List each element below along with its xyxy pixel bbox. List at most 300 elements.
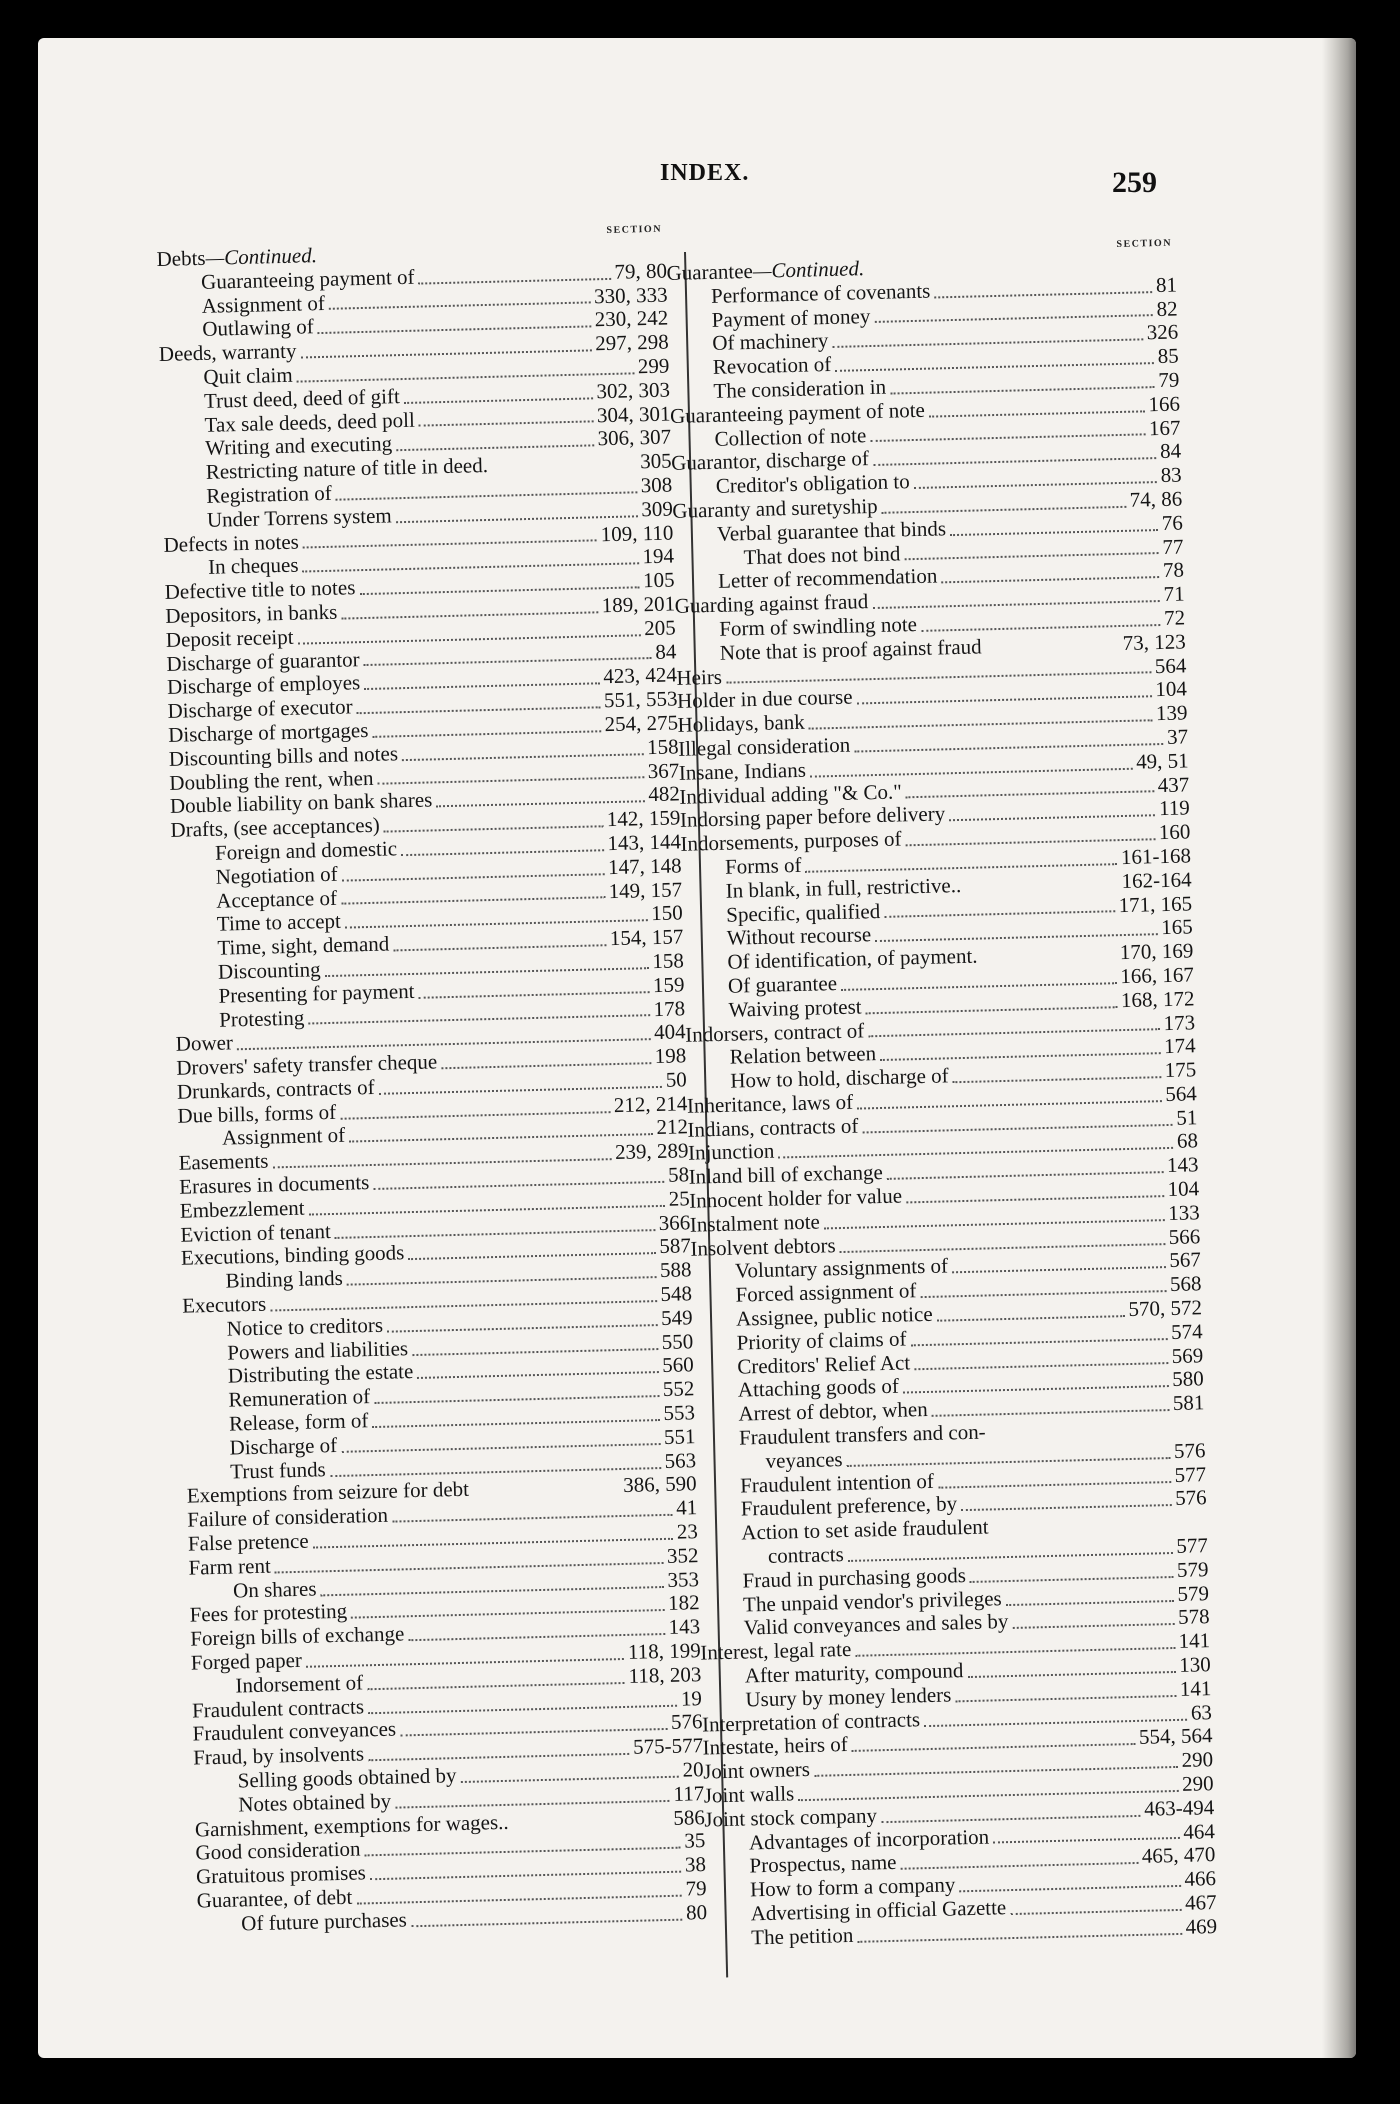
index-column-left — [156, 224, 707, 1938]
entry-term: Failure of consideration — [187, 1502, 389, 1532]
page-number: 259 — [1112, 166, 1157, 199]
entry-term: Fraudulent contracts — [191, 1693, 365, 1723]
section-reference: 549 — [660, 1305, 693, 1330]
entry-term: Discharge of guarantor — [166, 646, 360, 676]
entry-term: Heirs — [676, 664, 723, 690]
section-reference: 189, 201 — [601, 591, 676, 618]
section-reference: 19 — [680, 1685, 703, 1711]
entry-term: Holder in due course — [676, 684, 853, 714]
section-reference: 130 — [1178, 1652, 1212, 1677]
entry-term: How to form a company — [749, 1872, 956, 1902]
entry-term: Discounting — [217, 957, 321, 984]
section-reference: 173 — [1163, 1009, 1196, 1035]
section-reference: 551, 553 — [603, 686, 678, 713]
entry-term: Verbal guarantee that binds — [716, 516, 947, 546]
entry-term: Advantages of incorporation — [748, 1824, 990, 1855]
dot-leader — [993, 1837, 1179, 1844]
dot-leader — [411, 1918, 682, 1927]
section-reference: 142, 159 — [606, 805, 681, 832]
entry-term: Good consideration — [195, 1836, 361, 1865]
entry-term: Performance of covenants — [710, 278, 931, 308]
section-reference: 576 — [670, 1709, 703, 1735]
dot-leader — [372, 730, 600, 738]
dot-leader — [967, 1671, 1175, 1678]
section-reference: 150 — [650, 900, 683, 926]
entry-term: Farm rent — [188, 1553, 272, 1580]
entry-term: Fraud in purchasing goods — [742, 1562, 967, 1593]
section-reference: 581 — [1172, 1390, 1205, 1416]
section-reference: 577 — [1174, 1461, 1207, 1487]
section-reference: 68 — [1176, 1128, 1199, 1154]
section-reference: 575-577 — [632, 1733, 704, 1759]
section-reference: 83 — [1160, 462, 1182, 488]
entry-term: Trust deed, deed of gift — [203, 383, 401, 413]
section-reference: 84 — [1159, 438, 1182, 464]
section-reference: 178 — [653, 995, 686, 1021]
entry-term: Forced assignment of — [735, 1278, 917, 1307]
section-label: SECTION — [1116, 237, 1173, 250]
dot-leader — [1013, 1623, 1175, 1629]
entry-term: Payment of money — [711, 303, 871, 332]
entry-term: Without recourse — [726, 922, 872, 951]
entry-term: Guarding against fraud — [674, 589, 869, 619]
section-reference: 464 — [1182, 1818, 1216, 1844]
entry-term: How to hold, discharge of — [730, 1063, 949, 1093]
entry-term: Waiving protest — [728, 994, 862, 1022]
section-reference: 104 — [1155, 676, 1188, 702]
section-reference: 580 — [1171, 1366, 1205, 1392]
entry-term: Joint walls — [703, 1781, 795, 1808]
entry-term: Restricting nature of title in deed. — [205, 453, 489, 485]
entry-term: Indorsing paper before delivery — [679, 801, 946, 833]
entry-term: Presenting for payment — [218, 978, 415, 1008]
section-reference: 588 — [659, 1257, 692, 1283]
section-reference: 563 — [664, 1447, 697, 1473]
entry-term: Powers and liabilities — [227, 1335, 409, 1365]
entry-term: Priority of claims of — [736, 1326, 907, 1355]
entry-term: Forged paper — [190, 1647, 303, 1675]
section-reference: 423, 424 — [603, 662, 678, 689]
section-reference: 162-164 — [1121, 867, 1192, 893]
dot-leader — [993, 1528, 1204, 1533]
entry-term: Easements — [178, 1148, 269, 1176]
entry-term: Fraud, by insolvents — [192, 1741, 365, 1770]
section-reference: 118, 203 — [628, 1661, 702, 1688]
section-reference: 154, 157 — [609, 924, 684, 951]
entry-term: Guaranty and suretyship — [672, 493, 878, 523]
section-reference: 576 — [1173, 1438, 1206, 1463]
entry-term: Acceptance of — [215, 885, 338, 913]
section-reference: 212, 214 — [613, 1090, 688, 1117]
entry-term: Notes obtained by — [238, 1788, 392, 1817]
entry-term: Drafts, (see acceptances) — [170, 812, 381, 842]
entry-term: In cheques — [207, 552, 299, 580]
section-reference: 567 — [1169, 1247, 1202, 1273]
dot-leader — [950, 529, 1158, 536]
entry-term: Garnishment, exemptions for wages.. — [194, 1809, 509, 1842]
entry-term: Note that is proof against fraud — [719, 634, 982, 665]
dot-leader — [961, 1504, 1171, 1511]
dot-leader — [914, 481, 1157, 489]
section-reference: 564 — [1164, 1081, 1198, 1106]
section-reference: 564 — [1154, 652, 1187, 678]
entry-term: Indorsements, purposes of — [680, 826, 902, 856]
section-reference: 133 — [1167, 1200, 1200, 1225]
section-reference: 566 — [1168, 1223, 1201, 1249]
entry-term: Assignment of — [201, 290, 326, 318]
entry-term: Relation between — [729, 1041, 877, 1069]
entry-term: Quit claim — [203, 362, 293, 389]
entry-term: Assignee, public notice — [735, 1301, 933, 1331]
section-reference: 168, 172 — [1120, 986, 1195, 1012]
dot-leader — [941, 576, 1159, 583]
entry-term: Discharge of employes — [166, 670, 361, 700]
dot-leader — [1006, 1600, 1174, 1606]
continued-label: —Continued. — [205, 243, 318, 270]
section-reference: 167 — [1148, 415, 1181, 440]
section-reference: 551 — [663, 1424, 696, 1449]
section-reference: 404 — [653, 1019, 686, 1045]
entry-term: Of machinery — [711, 328, 829, 356]
section-reference: 79, 80 — [614, 258, 668, 284]
dot-leader — [857, 1933, 1181, 1943]
section-reference: 352 — [666, 1542, 699, 1568]
dot-leader — [884, 911, 1115, 919]
dot-leader — [965, 888, 1117, 892]
dot-leader — [402, 753, 643, 761]
entry-term: Executions, binding goods — [180, 1240, 405, 1271]
section-reference: 367 — [647, 757, 680, 783]
entry-term: Indorsers, contract of — [684, 1017, 865, 1047]
entry-term: Discounting bills and notes — [168, 740, 399, 771]
entry-term: The unpaid vendor's privileges — [742, 1585, 1002, 1617]
entry-term: Insolvent debtors — [690, 1232, 836, 1261]
section-reference: 309 — [641, 496, 674, 521]
section-reference: 465, 470 — [1141, 1842, 1216, 1869]
dot-leader — [970, 1576, 1173, 1583]
entry-term: Instalment note — [689, 1209, 821, 1237]
entry-term: Of guarantee — [727, 970, 838, 998]
running-title: INDEX. — [660, 160, 750, 186]
section-reference: 78 — [1162, 557, 1185, 583]
entry-term: Action to set aside fraudulent — [741, 1514, 989, 1545]
entry-term: Selling goods obtained by — [237, 1763, 457, 1793]
section-reference: 118, 199 — [627, 1638, 702, 1664]
entry-term: Interpretation of contracts — [701, 1706, 921, 1737]
dot-leader — [461, 1776, 679, 1783]
entry-term: Illegal consideration — [677, 732, 851, 761]
section-reference: 63 — [1190, 1699, 1213, 1725]
entry-term: Insane, Indians — [678, 757, 807, 785]
section-reference: 579 — [1177, 1580, 1210, 1606]
section-reference: 560 — [661, 1352, 695, 1378]
section-reference: 81 — [1155, 272, 1178, 297]
section-reference: 165 — [1160, 914, 1193, 940]
section-reference: 159 — [652, 972, 685, 997]
section-reference: 166, 167 — [1120, 962, 1195, 989]
section-reference: 171, 165 — [1118, 890, 1193, 917]
section-reference: 306, 307 — [597, 424, 672, 451]
entry-term: Forms of — [724, 852, 802, 879]
section-reference: 149, 157 — [608, 876, 683, 903]
section-reference: 161-168 — [1120, 843, 1192, 869]
section-reference: 147, 148 — [607, 853, 682, 879]
entry-term: Time to accept — [216, 909, 342, 937]
section-reference: 109, 110 — [600, 520, 674, 546]
dot-leader — [404, 397, 593, 404]
entry-term: Defective title to notes — [164, 575, 356, 605]
section-reference: 326 — [1146, 319, 1179, 345]
section-reference: 577 — [1176, 1533, 1209, 1558]
dot-leader — [955, 1695, 1176, 1702]
entry-term: Defects in notes — [163, 529, 300, 557]
entry-term: Protesting — [218, 1005, 305, 1032]
entry-term: Guarantor, discharge of — [670, 446, 870, 476]
section-reference: 290 — [1181, 1771, 1214, 1796]
entry-term: Distributing the estate — [227, 1359, 414, 1389]
entry-term: Form of swindling note — [718, 611, 918, 641]
entry-term: veyances — [765, 1446, 843, 1473]
dot-leader — [419, 421, 593, 427]
entry-term: Doubling the rent, when — [169, 765, 374, 795]
section-reference: 104 — [1167, 1176, 1200, 1202]
entry-term: Attaching goods of — [737, 1374, 900, 1403]
entry-term: Depositors, in banks — [164, 599, 338, 628]
dot-leader — [934, 291, 1152, 298]
section-reference: 302, 303 — [596, 377, 671, 404]
entry-term: Foreign bills of exchange — [189, 1621, 405, 1651]
entry-term: Due bills, forms of — [177, 1099, 337, 1128]
entry-term: Joint owners — [702, 1757, 811, 1784]
section-reference: 330, 333 — [593, 282, 668, 308]
entry-term: Fraudulent preference, by — [740, 1491, 958, 1521]
entry-term: Notice to creditors — [226, 1312, 384, 1341]
section-reference: 41 — [675, 1495, 698, 1520]
entry-term: Registration of — [206, 480, 333, 508]
section-reference: 548 — [660, 1281, 693, 1307]
section-reference: 117 — [673, 1780, 705, 1806]
entry-term: Outlawing of — [201, 314, 314, 342]
section-reference: 212 — [656, 1114, 689, 1140]
entry-term: Deeds, warranty — [158, 338, 297, 367]
entry-term: Prospectus, name — [749, 1850, 897, 1878]
section-reference: 297, 298 — [594, 329, 670, 356]
dot-leader — [396, 445, 594, 452]
entry-term: Holidays, bank — [677, 709, 806, 737]
section-reference: 143 — [668, 1614, 701, 1640]
entry-term: The consideration in — [713, 374, 887, 403]
section-reference: 586 — [672, 1804, 706, 1830]
section-reference: 254, 275 — [604, 710, 679, 737]
entry-term: On shares — [232, 1576, 317, 1603]
section-reference: 77 — [1162, 534, 1184, 559]
entry-term: Guaranteeing payment of note — [669, 397, 926, 428]
dot-leader — [364, 683, 599, 691]
entry-term: Binding lands — [225, 1266, 344, 1293]
dot-leader — [419, 991, 650, 999]
entry-term: Arrest of debtor, when — [738, 1397, 928, 1426]
dot-leader — [959, 1885, 1180, 1892]
entry-term: Negotiation of — [215, 861, 338, 889]
section-reference: 553 — [663, 1400, 696, 1425]
dot-leader — [990, 1433, 1201, 1438]
dot-leader — [384, 825, 603, 832]
section-reference: 85 — [1157, 343, 1180, 369]
section-reference: 139 — [1155, 700, 1188, 726]
section-reference: 174 — [1163, 1033, 1196, 1059]
entry-term: Inland bill of exchange — [688, 1160, 884, 1190]
section-reference: 469 — [1185, 1913, 1218, 1939]
section-reference: 466 — [1184, 1866, 1217, 1892]
entry-term: Injunction — [687, 1139, 775, 1166]
continued-label: —Continued. — [752, 256, 865, 283]
section-reference: 82 — [1156, 296, 1178, 321]
section-reference: 308 — [640, 472, 673, 498]
section-reference: 578 — [1177, 1604, 1210, 1630]
section-reference: 386, 590 — [622, 1471, 697, 1498]
entry-term: Intestate, heirs of — [702, 1732, 849, 1760]
entry-term: Discharge of mortgages — [167, 717, 369, 747]
section-reference: 290 — [1181, 1747, 1214, 1773]
section-reference: 79 — [1158, 367, 1180, 392]
entry-term: Release, form of — [228, 1408, 369, 1436]
section-reference: 73, 123 — [1122, 629, 1187, 655]
section-reference: 579 — [1176, 1556, 1209, 1582]
section-reference: 198 — [654, 1043, 687, 1069]
entry-term: Guarantee — [666, 258, 754, 285]
section-reference: 25 — [668, 1186, 690, 1211]
entry-term: Erasures in documents — [178, 1170, 370, 1199]
section-reference: 554, 564 — [1138, 1723, 1213, 1750]
section-label: SECTION — [606, 223, 663, 236]
section-reference: 50 — [665, 1067, 688, 1092]
section-reference: 552 — [662, 1376, 695, 1402]
section-reference: 299 — [637, 353, 670, 379]
entry-term: Specific, qualified — [725, 898, 881, 927]
section-reference: 160 — [1158, 819, 1191, 845]
entry-term: Indorsement of — [235, 1670, 364, 1698]
entry-term: Revocation of — [712, 352, 832, 380]
dot-leader — [986, 650, 1119, 653]
section-reference: 205 — [643, 615, 677, 640]
entry-term: Collection of note — [714, 422, 867, 451]
entry-term: Deposit receipt — [165, 624, 294, 652]
dot-leader — [1010, 1909, 1181, 1915]
entry-term: Dower — [175, 1030, 234, 1057]
dot-leader — [953, 1076, 1161, 1083]
section-reference: 79 — [685, 1876, 707, 1901]
dot-leader — [932, 1409, 1169, 1417]
section-reference: 72 — [1163, 605, 1186, 630]
section-reference: 37 — [1166, 724, 1189, 749]
entry-term: Double liability on bank shares — [169, 787, 433, 819]
section-reference: 105 — [642, 567, 675, 593]
section-reference: 467 — [1184, 1890, 1217, 1915]
book-page — [38, 38, 1356, 2058]
dot-leader — [929, 410, 1145, 417]
section-reference: 141 — [1179, 1675, 1212, 1701]
entry-term: Inheritance, laws of — [686, 1089, 854, 1118]
entry-term: Indians, contracts of — [687, 1113, 859, 1142]
section-reference: 194 — [642, 543, 675, 569]
entry-term: Discharge of executor — [167, 694, 353, 723]
section-reference: 158 — [646, 734, 679, 759]
entry-term: Letter of recommendation — [717, 563, 938, 594]
entry-term: Drovers' safety transfer cheque — [176, 1049, 438, 1080]
entry-term: Individual adding "& Co." — [679, 778, 903, 809]
section-reference: 463-494 — [1143, 1794, 1215, 1821]
section-reference: 230, 242 — [594, 305, 669, 332]
section-reference: 574 — [1170, 1319, 1203, 1344]
section-reference: 353 — [667, 1566, 700, 1592]
entry-term: Embezzlement — [179, 1195, 305, 1223]
section-reference: 80 — [685, 1899, 708, 1925]
section-reference: 569 — [1171, 1342, 1204, 1368]
section-reference: 141 — [1178, 1628, 1211, 1654]
entry-term: Writing and executing — [204, 431, 393, 461]
entry-term: Guarantee, of debt — [196, 1884, 353, 1913]
section-reference: 84 — [655, 638, 677, 664]
section-reference: 35 — [684, 1828, 706, 1853]
section-reference: 74, 86 — [1129, 486, 1183, 512]
section-reference: 58 — [667, 1162, 690, 1187]
section-reference: 570, 572 — [1128, 1295, 1203, 1322]
page-header — [38, 160, 1356, 220]
entry-term: Interest, legal rate — [699, 1637, 852, 1665]
entry-term: Exemptions from seizure for debt — [186, 1477, 470, 1509]
page-edge — [1322, 38, 1356, 2058]
section-reference: 239, 289 — [614, 1138, 689, 1165]
section-reference: 182 — [667, 1590, 700, 1616]
entry-term: Valid conveyances and sales by — [743, 1609, 1009, 1640]
dot-leader — [401, 849, 604, 856]
section-reference: 175 — [1164, 1057, 1197, 1083]
section-reference: 166 — [1148, 391, 1181, 417]
section-reference: 568 — [1169, 1271, 1202, 1297]
dot-leader — [419, 278, 611, 285]
dot-leader — [982, 959, 1116, 962]
entry-list — [156, 236, 707, 1938]
entry-term: In blank, in full, restrictive.. — [725, 872, 962, 903]
dot-leader — [901, 1862, 1138, 1870]
entry-term: Fraudulent transfers and con- — [738, 1419, 986, 1450]
section-reference: 143, 144 — [607, 829, 682, 856]
dot-leader — [393, 944, 606, 951]
entry-term: That does not bind — [743, 540, 901, 569]
section-reference: 51 — [1176, 1104, 1198, 1130]
section-reference: 23 — [676, 1519, 699, 1544]
section-reference: 170, 169 — [1119, 938, 1194, 965]
entry-term: Time, sight, demand — [217, 931, 390, 960]
dot-leader — [441, 1062, 651, 1069]
entry-term: Guaranteeing payment of — [200, 264, 415, 294]
section-reference: 143 — [1166, 1152, 1199, 1178]
entry-term: Fraudulent conveyances — [192, 1716, 397, 1746]
section-reference: 119 — [1158, 795, 1191, 821]
section-reference: 76 — [1161, 510, 1184, 535]
dot-leader — [938, 1481, 1171, 1489]
entry-term: Assignment of — [221, 1123, 346, 1151]
entry-term: Discharge of — [229, 1432, 338, 1460]
entry-term: The petition — [750, 1922, 854, 1950]
entry-term: Of future purchases — [240, 1907, 408, 1936]
entry-term: Usury by money lenders — [745, 1682, 952, 1712]
entry-term: Creditors' Relief Act — [737, 1350, 911, 1379]
entry-term: Tax sale deeds, deed poll — [204, 407, 416, 437]
entry-term: Fees for protesting — [189, 1599, 348, 1628]
entry-term: Debts — [156, 245, 206, 271]
entry-term: Foreign and domestic — [214, 836, 398, 865]
